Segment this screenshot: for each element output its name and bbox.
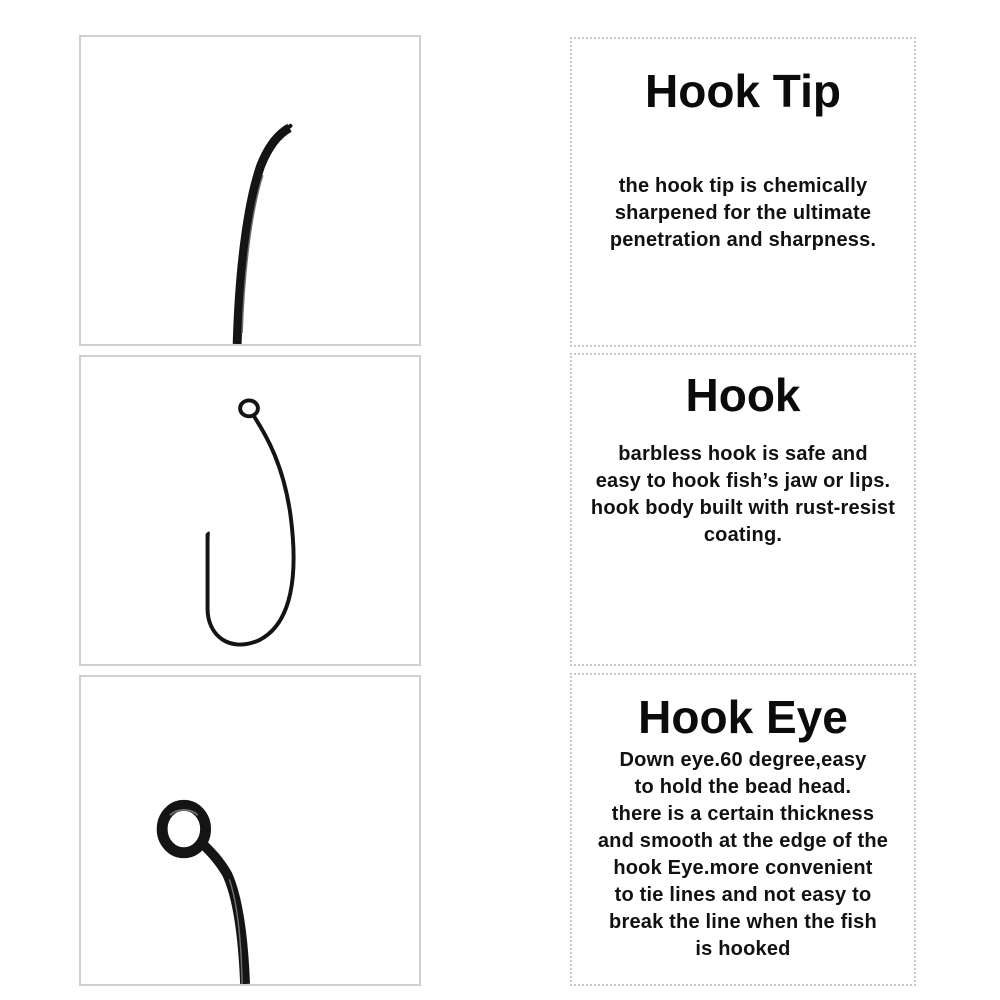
full-hook-icon [81,357,419,664]
hook-eye-closeup-icon [81,677,419,984]
hook-tip-image [79,35,421,346]
full-hook-image [79,355,421,666]
hook-eye-image [79,675,421,986]
panel-description: Down eye.60 degree,easy to hold the bead head. there is a certain thickness and smooth at the edge of the hook Eye.more convenient to tie lines and not easy to break the line when the fish is hooked [597,749,889,960]
hook-tip-panel [570,37,916,347]
hook-panel [570,353,916,666]
hook-tip-closeup-icon [81,37,419,344]
panel-heading: Hook Tip [645,65,841,117]
hook-eye-panel [570,673,916,986]
panel-heading: Hook Eye [638,691,848,743]
panel-description: the hook tip is chemically sharpened for the ultimate penetration and sharpness. [609,175,877,251]
panel-description: barbless hook is safe and easy to hook fish’s jaw or lips. hook body built with rust-resist coating. [590,443,896,546]
panel-heading: Hook [685,369,801,421]
